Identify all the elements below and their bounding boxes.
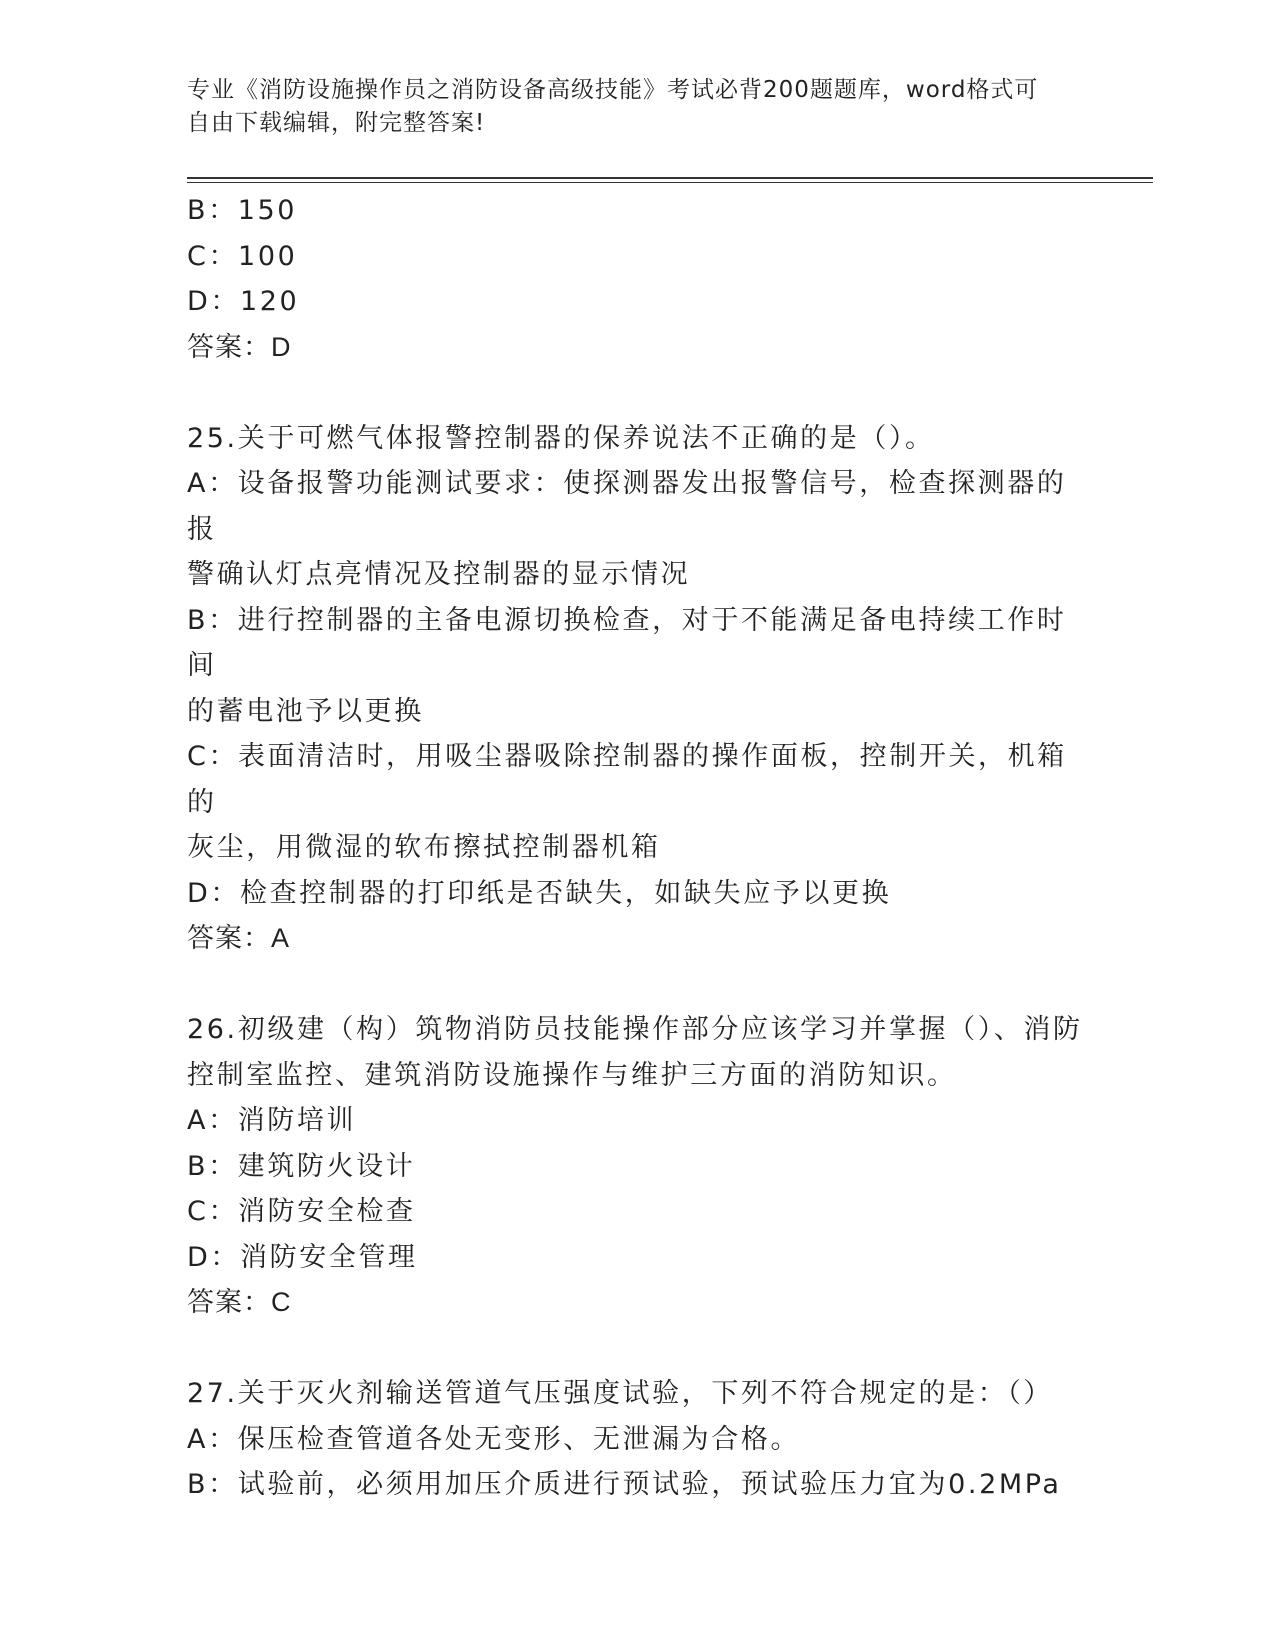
- option-c: C：消防安全检查: [187, 1196, 416, 1227]
- question-26: [187, 1007, 1087, 1326]
- option-c: C：100: [187, 240, 298, 272]
- header-divider-thin: [187, 182, 1153, 183]
- answer-line: 答案：A: [187, 923, 291, 953]
- option-b-line-2: 的蓄电池予以更换: [187, 695, 424, 727]
- question-content: [187, 188, 1087, 1508]
- answer-line: 答案：D: [187, 331, 292, 362]
- option-a-line-1: A：设备报警功能测试要求：使探测器发出报警信号，检查探测器的报: [187, 468, 1067, 545]
- question-stem: 25.关于可燃气体报警控制器的保养说法不正确的是（）。: [187, 422, 935, 454]
- page-header: [187, 74, 1087, 140]
- question-stem-line-1: 26.初级建（构）筑物消防员技能操作部分应该学习并掌握（）、消防: [187, 1014, 1083, 1045]
- option-c-line-1: C：表面清洁时，用吸尘器吸除控制器的操作面板，控制开关，机箱的: [187, 741, 1067, 818]
- question-stem-line-2: 控制室监控、建筑消防设施操作与维护三方面的消防知识。: [187, 1059, 957, 1091]
- option-a: A：保压检查管道各处无变形、无泄漏为合格。: [187, 1423, 801, 1455]
- spacer: [187, 370, 1087, 416]
- option-c-line-2: 灰尘，用微湿的软布擦拭控制器机箱: [187, 832, 661, 863]
- option-d: D：检查控制器的打印纸是否缺失，如缺失应予以更换: [187, 877, 892, 909]
- option-b: B：试验前，必须用加压介质进行预试验，预试验压力宜为0.2MPa: [187, 1469, 1062, 1500]
- option-a: A：消防培训: [187, 1105, 357, 1136]
- spacer: [187, 962, 1087, 1008]
- spacer: [187, 1326, 1087, 1372]
- header-line-1: 专业《消防设施操作员之消防设备高级技能》考试必背200题题库，word格式可: [187, 77, 1039, 103]
- option-b-line-1: B：进行控制器的主备电源切换检查，对于不能满足备电持续工作时间: [187, 604, 1067, 681]
- header-line-2: 自由下载编辑，附完整答案!: [187, 110, 486, 136]
- question-25: [187, 416, 1087, 962]
- option-b: B：150: [187, 195, 298, 226]
- header-divider-thick: [187, 177, 1153, 179]
- option-b: B：建筑防火设计: [187, 1150, 416, 1182]
- question-27: [187, 1371, 1087, 1508]
- answer-line: 答案：C: [187, 1287, 292, 1317]
- option-d: D：120: [187, 286, 300, 317]
- question-stem: 27.关于灭火剂输送管道气压强度试验，下列不符合规定的是：（）: [187, 1378, 1054, 1409]
- option-a-line-2: 警确认灯点亮情况及控制器的显示情况: [187, 559, 691, 590]
- option-d: D：消防安全管理: [187, 1241, 418, 1273]
- question-24-remainder: [187, 188, 1087, 370]
